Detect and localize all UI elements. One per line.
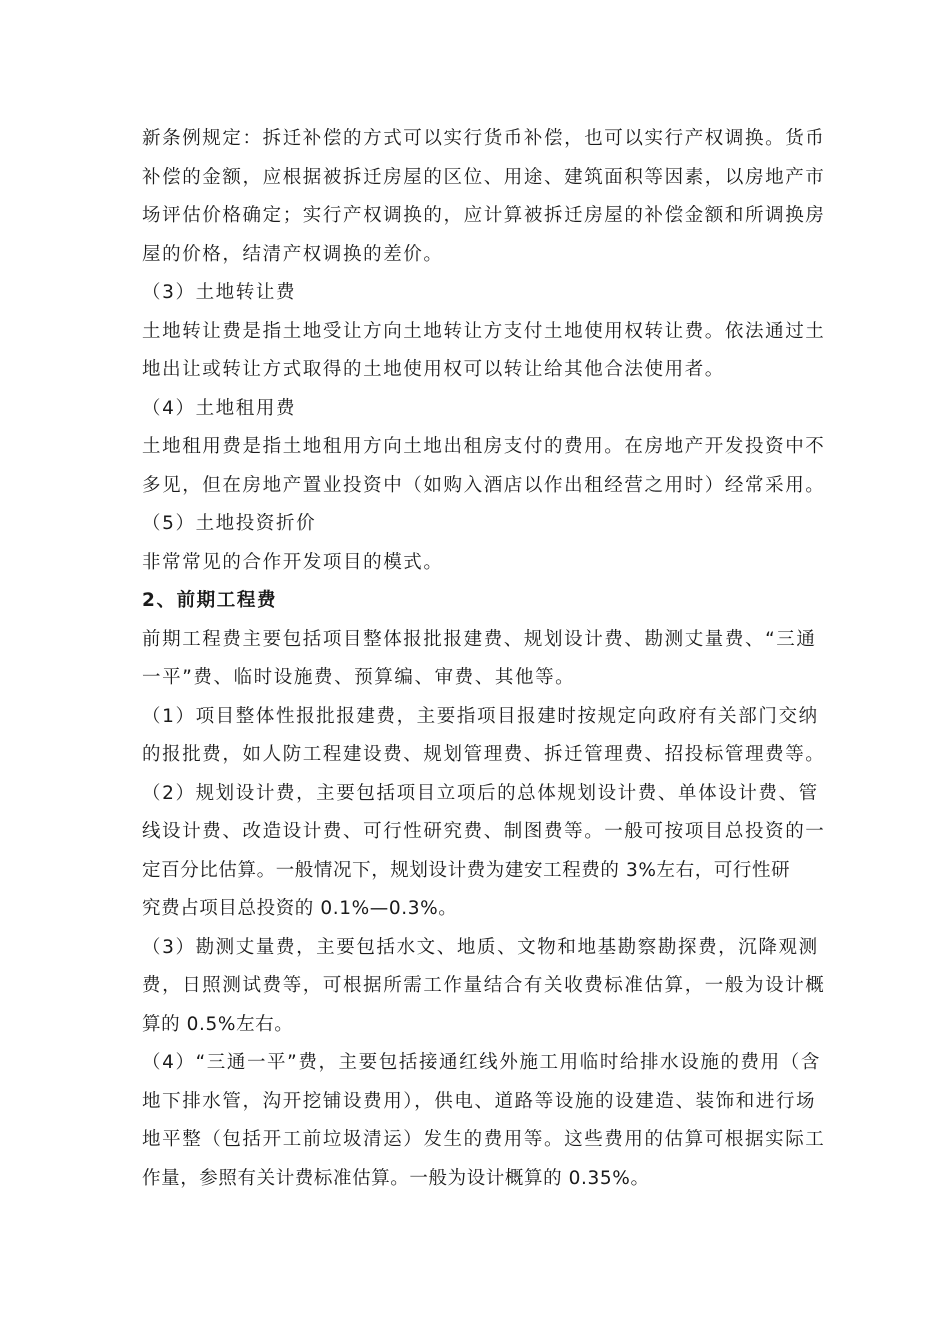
paragraph-line: 非常常见的合作开发项目的模式。 — [142, 551, 444, 573]
paragraph-line: 土地租用费是指土地租用方向土地出租房支付的费用。在房地产开发投资中不 — [142, 436, 826, 457]
paragraph-line: 多见，但在房地产置业投资中（如购入酒店以作出租经营之用时）经常采用。 — [142, 474, 826, 496]
paragraph-line: 地下排水管，沟开挖铺设费用），供电、道路等设施的设建造、装饰和进行场 — [142, 1090, 817, 1112]
paragraph-line: 地平整（包括开工前垃圾清运）发生的费用等。这些费用的估算可根据实际工 — [142, 1129, 826, 1150]
section-heading: （5）土地投资折价 — [142, 513, 317, 534]
paragraph-line: 一平”费、临时设施费、预算编、审费、其他等。 — [142, 667, 576, 688]
section-heading: 2、前期工程费 — [142, 590, 278, 611]
paragraph-line: 线设计费、改造设计费、可行性研究费、制图费等。一般可按项目总投资的一 — [142, 821, 826, 842]
paragraph-line: 前期工程费主要包括项目整体报批报建费、规划设计费、勘测丈量费、“三通 — [142, 628, 817, 650]
section-heading: （3）土地转让费 — [142, 282, 297, 303]
paragraph-line: （2）规划设计费，主要包括项目立项后的总体规划设计费、单体设计费、管 — [142, 782, 819, 804]
paragraph-line: 屋的价格，结清产权调换的差价。 — [142, 243, 444, 265]
paragraph-line: 场评估价格确定；实行产权调换的，应计算被拆迁房屋的补偿金额和所调换房 — [142, 205, 826, 226]
paragraph-line: （3）勘测丈量费，主要包括水文、地质、文物和地基勘察勘探费，沉降观测 — [142, 936, 819, 958]
paragraph-line: 作量，参照有关计费标准估算。一般为设计概算的 0.35%。 — [142, 1167, 650, 1189]
document-page — [142, 120, 826, 1198]
paragraph-line: 费，日照测试费等，可根据所需工作量结合有关收费标准估算，一般为设计概 — [142, 975, 826, 996]
paragraph-line: 新条例规定：拆迁补偿的方式可以实行货币补偿，也可以实行产权调换。货币 — [142, 128, 826, 149]
paragraph-line: （4）“三通一平”费，主要包括接通红线外施工用临时给排水设施的费用（含 — [142, 1052, 821, 1073]
paragraph-line: 定百分比估算。一般情况下，规划设计费为建安工程费的 3%左右，可行性研 — [142, 859, 791, 881]
paragraph-line: 补偿的金额，应根据被拆迁房屋的区位、用途、建筑面积等因素，以房地产市 — [142, 166, 826, 188]
section-heading: （4）土地租用费 — [142, 397, 297, 419]
paragraph-line: 地出让或转让方式取得的土地使用权可以转让给其他合法使用者。 — [142, 359, 725, 380]
paragraph-line: （1）项目整体性报批报建费，主要指项目报建时按规定向政府有关部门交纳 — [142, 705, 819, 727]
paragraph-line: 的报批费，如人防工程建设费、规划管理费、拆迁管理费、招投标管理费等。 — [142, 744, 826, 765]
paragraph-line: 土地转让费是指土地受让方向土地转让方支付土地使用权转让费。依法通过土 — [142, 320, 826, 342]
paragraph-line: 算的 0.5%左右。 — [142, 1013, 294, 1035]
paragraph-line: 究费占项目总投资的 0.1%—0.3%。 — [142, 898, 458, 919]
